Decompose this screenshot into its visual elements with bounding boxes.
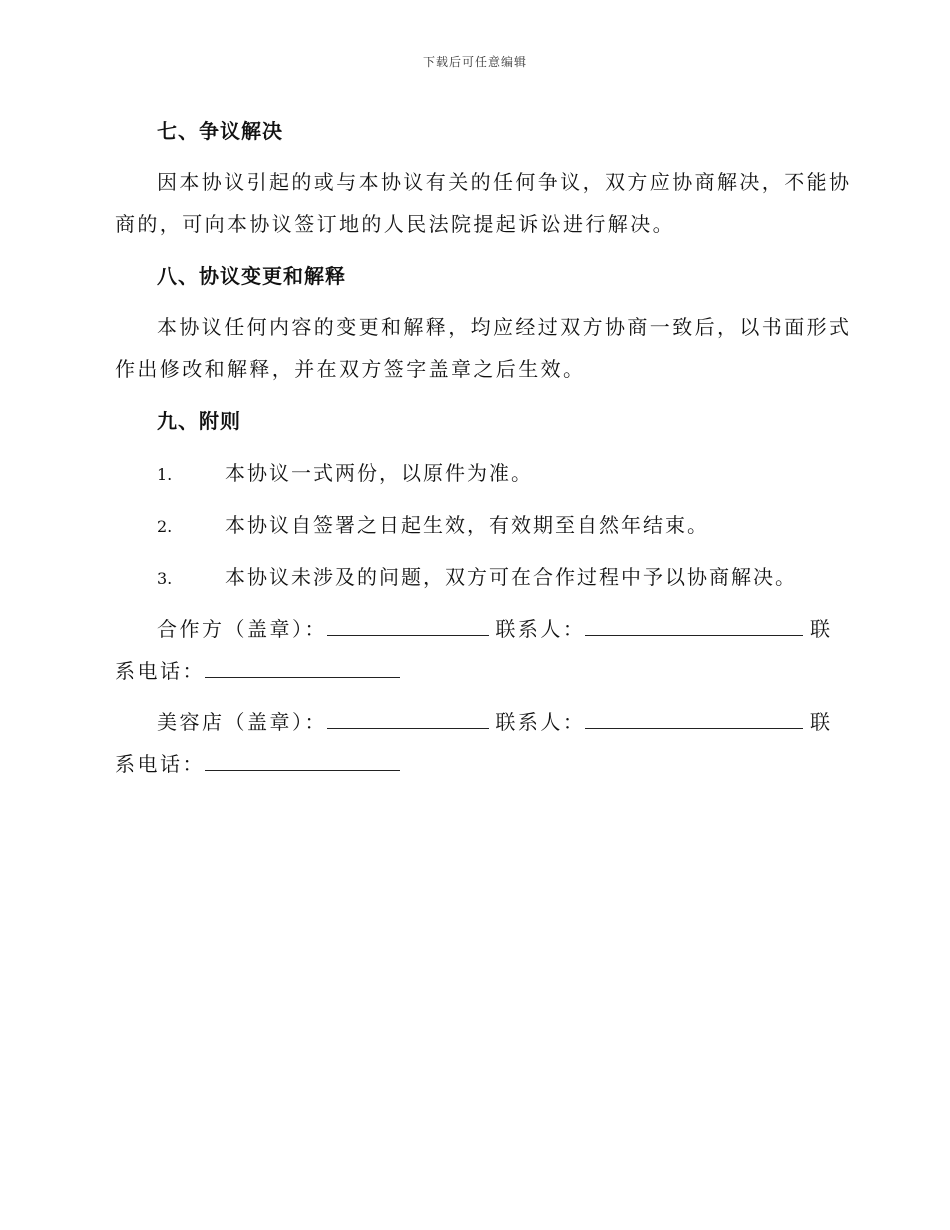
page-header: 下载后可任意编辑 [422,55,527,69]
partner-phone-label-part2: 系电话： [115,659,205,683]
list-item [157,561,797,590]
section-title-supplementary: 九、附则 [157,409,241,433]
list-item-number: 3. [157,569,173,588]
salon-contact-label: 联系人： [495,710,586,734]
section-title-change: 八、协议变更和解释 [157,264,346,288]
change-paragraph-line-2: 作出修改和解释，并在双方签字盖章之后生效。 [115,357,586,381]
partner-phone-blank[interactable] [205,659,400,678]
salon-signature-line [157,706,803,735]
dispute-paragraph-line-2: 商的，可向本协议签订地的人民法院提起诉讼进行解决。 [115,212,675,236]
salon-phone-label-part2: 系电话： [115,752,205,776]
list-item-text: 本协议一式两份，以原件为准。 [225,461,533,485]
salon-phone-label-part1: 联 [810,710,830,734]
list-item-text: 本协议自签署之日起生效，有效期至自然年结束。 [225,513,709,537]
list-item-number: 2. [157,517,173,536]
list-item-number: 1. [157,465,173,484]
salon-party-label: 美容店（盖章）： [157,710,327,734]
salon-stamp-blank[interactable] [327,710,489,729]
list-item [157,457,533,486]
section-title-dispute: 七、争议解决 [157,119,283,143]
salon-contact-blank[interactable] [585,710,803,729]
partner-stamp-blank[interactable] [327,617,489,636]
list-item [157,509,709,538]
partner-phone-label-part1: 联 [810,617,830,641]
partner-party-label: 合作方（盖章）： [157,617,327,641]
partner-contact-label: 联系人： [495,617,586,641]
salon-phone-line [115,748,400,777]
partner-phone-line [115,655,400,684]
dispute-paragraph-line-1: 因本协议引起的或与本协议有关的任何争议，双方应协商解决，不能协 [157,170,852,194]
partner-contact-blank[interactable] [585,617,803,636]
salon-phone-blank[interactable] [205,752,400,771]
change-paragraph-line-1: 本协议任何内容的变更和解释，均应经过双方协商一致后，以书面形式 [157,315,852,339]
partner-signature-line [157,613,803,642]
list-item-text: 本协议未涉及的问题，双方可在合作过程中予以协商解决。 [225,565,797,589]
